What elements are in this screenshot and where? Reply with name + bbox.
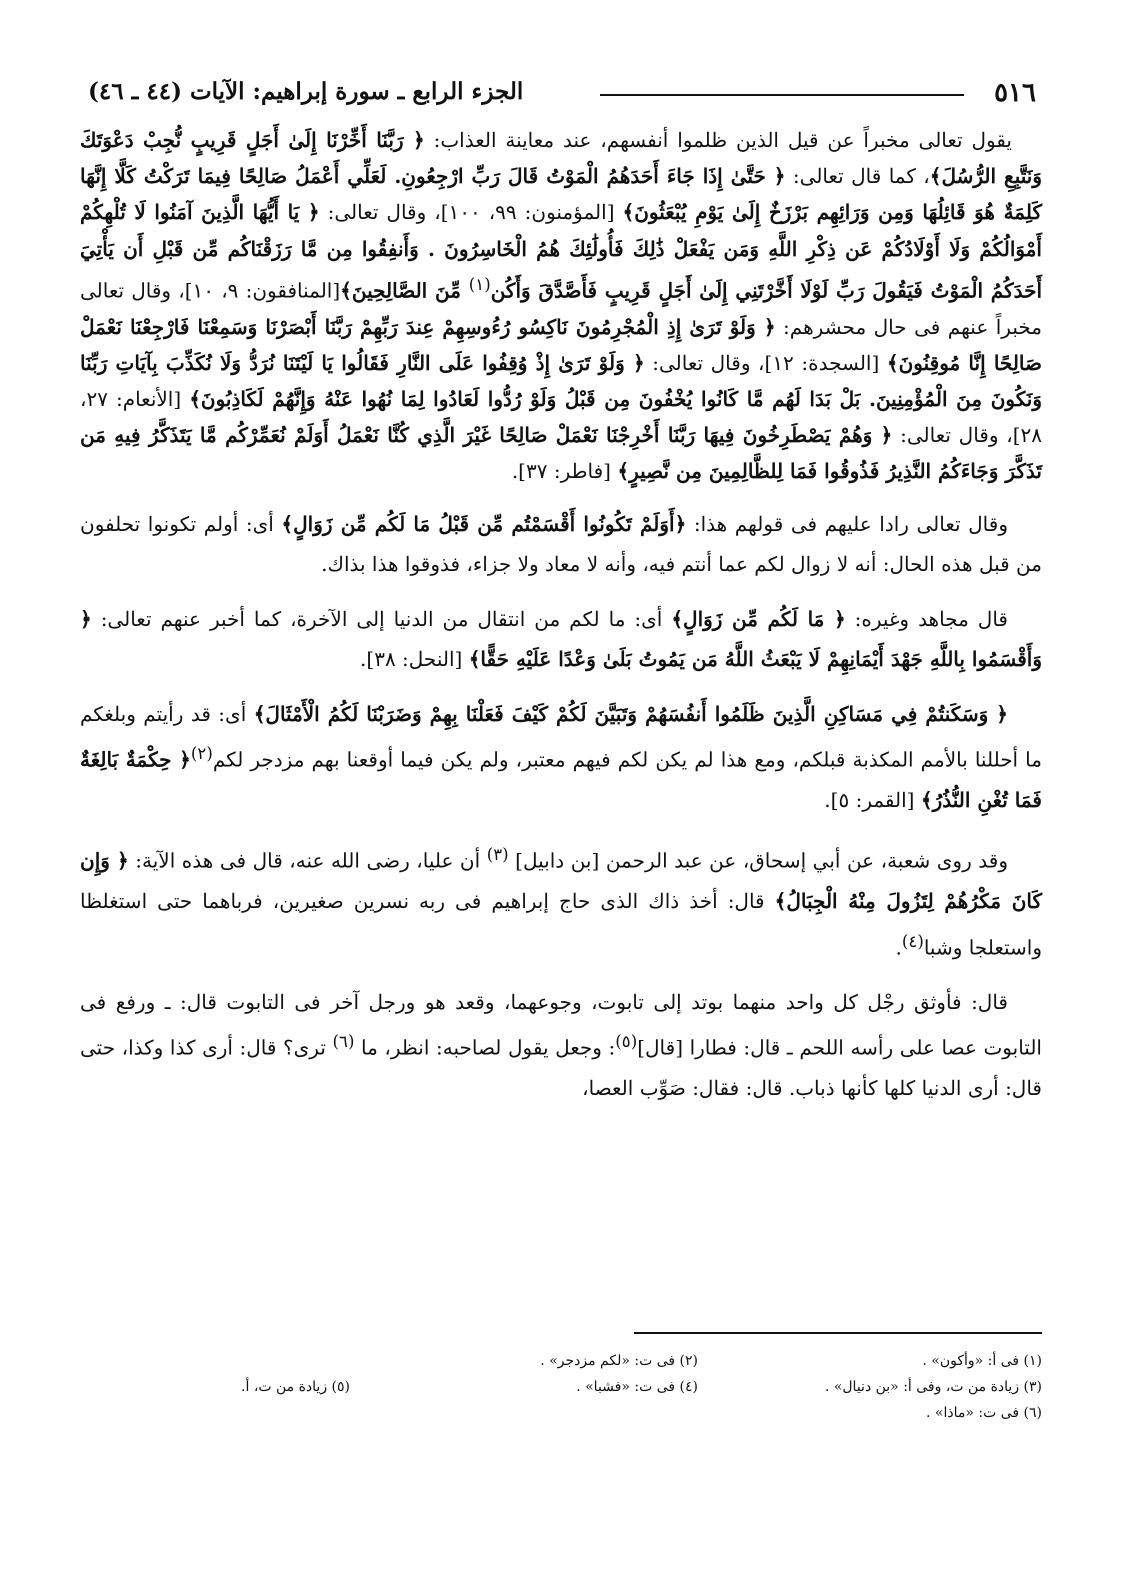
quran-verse: ﴿ يَا أَيُّهَا الَّذِينَ آمَنُوا لَا تُلْهِكُمْ أَمْوَالُكُمْ وَلَا أَوْلَادُكُمْ عَن ذِكْرِ اللَّهِ وَمَن يَفْعَلْ ذَٰلِكَ فَأُولَٰئِكَ هُمُ الْخَاسِرُونَ . وَأَنفِقُوا مِن مَّا رَزَقْنَاكُم مِّن قَبْلِ أَن يَأْتِيَ أَحَدَكُمُ الْمَوْتُ فَيَقُولَ رَبِّ لَوْلَا أَخَّرْتَنِي إِلَىٰ أَجَلٍ قَرِيبٍ فَأَصَّدَّقَ وَأَكُن [80,200,1043,303]
footnote-marker: (٢) [190,744,213,764]
quran-verse: ﴿ رَبَّنَا أَخِّرْنَا إِلَىٰ أَجَلٍ قَرِيبٍ نُّجِبْ دَعْوَتَكَ وَنَتَّبِعِ الرُّسُلَ﴾ [80,128,1042,189]
quran-verse: ﴿ وَلَوْ تَرَىٰ إِذْ وُقِفُوا عَلَى النَّارِ فَقَالُوا يَا لَيْتَنَا نُرَدُّ وَلَا نُكَذِّبَ بِآيَاتِ رَبِّنَا وَنَكُونَ مِنَ الْمُؤْمِنِينَ. بَلْ بَدَا لَهُم مَّا كَانُوا يُخْفُونَ مِن قَبْلُ وَلَوْ رُدُّوا لَعَادُوا لِمَا نُهُوا عَنْهُ وَإِنَّهُمْ لَكَاذِبُونَ﴾ [80,350,1042,412]
text-run: أى: ما لكم من انتقال من الدنيا إلى الآخرة، كما أخبر عنهم تعالى: [91,606,672,631]
text-run: ترى؟ قال: أرى كذا وكذا، حتى قال: أرى الدنيا كلها كأنها ذباب. قال: فقال: صَوِّب العصا، [80,1035,1042,1101]
paragraph [80,504,1042,585]
text-run: [الأنعام: ٢٧، ٢٨]، وقال تعالى: [80,387,1042,448]
quran-verse: ﴿ مَا لَكُم مِّن زَوَالٍ﴾ [671,606,846,631]
footnote: (٦) فى ت: «ماذا» . [926,1405,1042,1421]
footnote: (٢) فى ت: «لكم مزدجر» . [540,1353,698,1369]
footnote [90,1400,350,1426]
text-run: [النحل: ٣٨]. [360,647,469,672]
footnotes [80,1348,1042,1426]
text-run: : وجعل يقول لصاحبه: انظر، ما [354,1035,616,1060]
footnote-row [80,1374,1042,1400]
text-run: . [895,935,902,960]
footnote [90,1348,350,1374]
quran-verse: ﴿ وَلَوْ تَرَىٰ إِذِ الْمُجْرِمُونَ نَاكِسُو رُءُوسِهِمْ عِندَ رَبِّهِمْ رَبَّنَا أَبْصَرْنَا وَسَمِعْنَا فَارْجِعْنَا نَعْمَلْ صَالِحًا إِنَّا مُوقِنُونَ﴾ [80,314,1043,375]
footnote-marker: (٦) [332,1032,355,1052]
text-run: أى: قد رأيتم وبلغكم ما أحللنا بالأمم المكذبة قبلكم، ومع هذا لم يكن لكم فيهم معتبر، ولم يكن فيما أوقعنا بهم مزدجر لكم [80,701,1042,772]
footnote-rule [634,1332,1042,1334]
quran-verse: ﴿ وَهُمْ يَصْطَرِخُونَ فِيهَا رَبَّنَا أَخْرِجْنَا نَعْمَلْ صَالِحًا غَيْرَ الَّذِي كُنَّا نَعْمَلُ أَوَلَمْ نُعَمِّرْكُم مَّا يَتَذَكَّرُ فِيهِ مَن تَذَكَّرَ وَجَاءَكُمُ النَّذِيرُ فَذُوقُوا فَمَا لِلظَّالِمِينَ مِن نَّصِيرٍ﴾ [80,423,1042,484]
running-header [80,70,1042,114]
text-run: يقول تعالى مخبراً عن قيل الذين ظلموا أنفسهم، عند معاينة العذاب: [424,128,1012,152]
text-run: [المؤمنون: ٩٩، ١٠٠]، وقال تعالى: [319,200,623,225]
footnote-marker: (١) [468,274,491,294]
text-run: أن عليا، رضى الله عنه، قال فى هذه الآية: [128,848,487,873]
quran-verse: ﴿ حَتَّىٰ إِذَا جَاءَ أَحَدَهُمُ الْمَوْتُ قَالَ رَبِّ ارْجِعُونِ. لَعَلِّي أَعْمَلُ صَالِحًا فِيمَا تَرَكْتُ كَلَّا إِنَّهَا كَلِمَةٌ هُوَ قَائِلُهَا وَمِن وَرَائِهِم بَرْزَخٌ إِلَىٰ يَوْمِ يُبْعَثُونَ﴾ [80,164,1042,225]
footnote-marker: (٥) [615,1032,638,1052]
quran-verse: ﴿ وَسَكَنتُمْ فِي مَسَاكِنِ الَّذِينَ ظَلَمُوا أَنفُسَهُمْ وَتَبَيَّنَ لَكُمْ كَيْفَ فَعَلْنَا بِهِمْ وَضَرَبْنَا لَكُمُ الْأَمْثَالَ﴾ [253,701,1008,726]
footnote: (٣) زيادة من ت، وفى أ: «بن دنيال» . [824,1379,1042,1395]
text-run: وقد روى شعبة، عن أبي إسحاق، عن عبد الرحمن [بن دابيل] [508,848,1008,873]
text-run: [فاطر: ٣٧]. [511,459,618,484]
paragraph [80,982,1042,1109]
page-number: ٥١٦ [994,78,1036,108]
text-run: وقال تعالى رادا عليهم فى قولهم هذا: [686,511,1008,536]
running-title: الجزء الرابع ـ سورة إبراهيم: الآيات (٤٤ ـ ٤٦) [88,78,524,105]
footnote-marker: (٣) [486,844,509,864]
quran-verse: مِّنَ الصَّالِحِينَ﴾ [340,278,469,303]
footnote: (٤) فى ت: «فشبا» . [576,1379,698,1395]
text-run: ، كما قال تعالى: [785,164,930,189]
paragraph [80,122,1042,490]
footnote [350,1400,698,1426]
text-run: [القمر: ٥]. [824,788,921,813]
header-rule [600,94,964,96]
text-run: قال: أخذ ذاك الذى حاج إبراهيم فى ربه نسرين صغيرين، فرباهما حتى استغلظا واستعلجا وشبا [80,889,1042,960]
footnote-marker: (٤) [901,931,924,951]
paragraph [80,694,1042,821]
paragraph [80,835,1042,968]
footnote-row [80,1348,1042,1374]
footnote-row [80,1400,1042,1426]
paragraph [80,599,1042,680]
text-run: [السجدة: ١٢]، وقال تعالى: [644,350,887,375]
quran-verse: ﴿ وَإِن كَانَ مَكْرُهُمْ لِتَزُولَ مِنْهُ الْجِبَالُ﴾ [80,848,1042,913]
footnote: (١) فى أ: «وأكون» . [922,1353,1042,1369]
page [80,70,1042,1530]
quran-verse: ﴿أَوَلَمْ تَكُونُوا أَقْسَمْتُم مِّن قَبْلُ مَا لَكُم مِّن زَوَالٍ﴾ [281,511,687,536]
quran-verse: ﴿ حِكْمَةٌ بَالِغَةٌ فَمَا تُغْنِ النُّذُرُ﴾ [80,747,1042,813]
text-body [80,122,1042,1109]
text-run: قال: فأوثق رجْل كل واحد منهما بوتد إلى تابوت، وجوعهما، وقعد هو ورجل آخر فى التابوت قال: ـ ورفع فى التابوت عصا على رأسه اللحم ـ قال: فطارا [قال] [80,989,1042,1060]
quran-verse: ﴿ وَأَقْسَمُوا بِاللَّهِ جَهْدَ أَيْمَانِهِمْ لَا يَبْعَثُ اللَّهُ مَن يَمُوتُ بَلَىٰ وَعْدًا عَلَيْهِ حَقًّا﴾ [80,606,1042,672]
text-run: قال مجاهد وغيره: [845,606,1008,631]
footnote: (٥) زيادة من ت، أ. [241,1379,350,1395]
text-run: أى: أولم تكونوا تحلفون من قبل هذه الحال: أنه لا زوال لكم عما أنتم فيه، وأنه لا معاد ولا جزاء، فذوقوا هذا بذاك. [80,511,1042,577]
text-run: [المنافقون: ٩، ١٠]، وقال تعالى مخبراً عنهم فى حال محشرهم: [80,278,1042,339]
